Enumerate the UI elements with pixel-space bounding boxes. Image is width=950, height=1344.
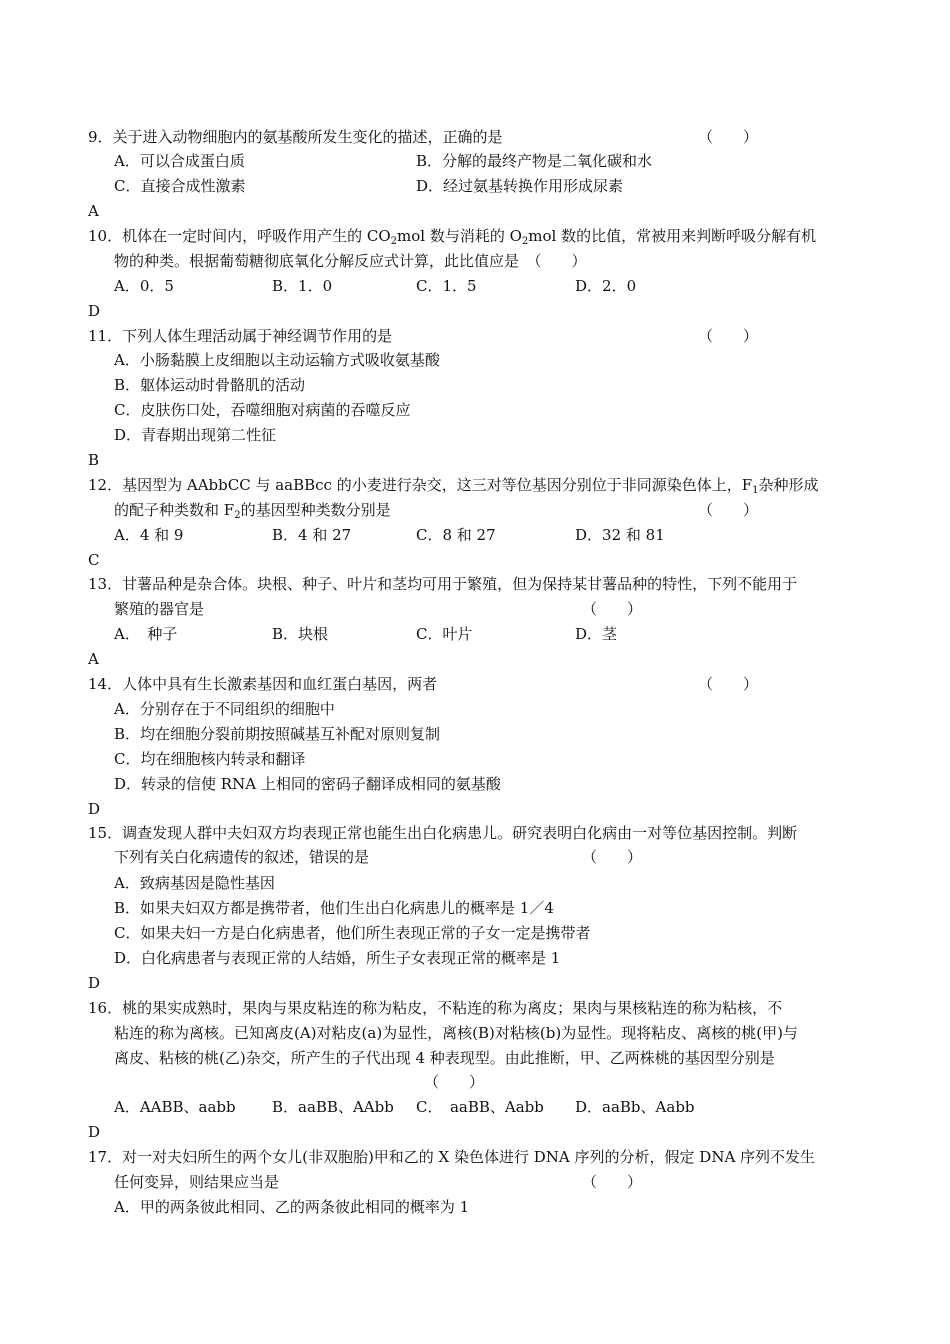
q9-option-d: D．经过氨基转换作用形成尿素 bbox=[416, 177, 624, 195]
q14-option-a: A．分别存在于不同组织的细胞中 bbox=[114, 700, 335, 718]
q11-option-d: D．青春期出现第二性征 bbox=[114, 426, 277, 444]
q17-stem-line2: 任何变异，则结果应当是 bbox=[114, 1173, 280, 1191]
q12-stem-line1: 12．基因型为 AAbbCC 与 aaBBcc 的小麦进行杂交，这三对等位基因分别位于非同源染色体上，$F_1$杂种形成 bbox=[88, 476, 819, 496]
q9-option-c: C．直接合成性激素 bbox=[114, 177, 246, 195]
q13-option-c: C．叶片 bbox=[416, 625, 473, 643]
q12-option-a: A．4 和 9 bbox=[114, 526, 184, 544]
q10-option-d: D．2．0 bbox=[575, 277, 637, 295]
q17-stem-line1: 17．对一对夫妇所生的两个女儿(非双胞胎)甲和乙的 X 染色体进行 DNA 序列的分析，假定 DNA 序列不发生 bbox=[88, 1148, 816, 1166]
q11-paren: （ ） bbox=[698, 327, 759, 345]
q15-paren: （ ） bbox=[582, 848, 643, 866]
q15-stem-line1: 15．调查发现人群中夫妇双方均表现正常也能生出白化病患儿。研究表明白化病由一对等位基因控制。判断 bbox=[88, 824, 798, 842]
q13-stem-line2: 繁殖的器官是 bbox=[114, 600, 205, 618]
q15-option-a: A．致病基因是隐性基因 bbox=[114, 874, 275, 892]
q14-option-b: B．均在细胞分裂前期按照碱基互补配对原则复制 bbox=[114, 725, 441, 743]
q16-answer: D bbox=[88, 1123, 101, 1141]
q16-stem-line2: 粘连的称为离核。已知离皮(A)对粘皮(a)为显性，离核(B)对粘核(b)为显性。现将粘皮、离核的桃(甲)与 bbox=[114, 1024, 798, 1042]
q10-stem-line2: 物的种类。根据葡萄糖彻底氧化分解反应式计算，此比值应是 （ ） bbox=[114, 252, 587, 270]
q10-answer: D bbox=[88, 302, 101, 320]
q14-option-d: D．转录的信使 RNA 上相同的密码子翻译成相同的氨基酸 bbox=[114, 775, 501, 793]
q11-option-b: B．躯体运动时骨骼肌的活动 bbox=[114, 376, 306, 394]
q16-paren: （ ） bbox=[424, 1073, 485, 1091]
q16-option-a: A．AABB、aabb bbox=[114, 1098, 236, 1116]
q16-option-d: D．aaBb、Aabb bbox=[575, 1098, 695, 1116]
q12-paren: （ ） bbox=[698, 501, 759, 519]
q14-stem: 14．人体中具有生长激素基因和血红蛋白基因，两者 bbox=[88, 675, 438, 693]
q16-stem-line1: 16．桃的果实成熟时，果肉与果皮粘连的称为粘皮，不粘连的称为离皮；果肉与果核粘连的称为粘核，不 bbox=[88, 999, 783, 1017]
q10-option-b: B．1．0 bbox=[272, 277, 333, 295]
q12-option-c: C．8 和 27 bbox=[416, 526, 496, 544]
q13-stem-line1: 13．甘薯品种是杂合体。块根、种子、叶片和茎均可用于繁殖，但为保持某甘薯品种的特性，下列不能用于 bbox=[88, 575, 798, 593]
q9-stem: 9．关于进入动物细胞内的氨基酸所发生变化的描述，正确的是 bbox=[88, 128, 503, 146]
q11-stem: 11．下列人体生理活动属于神经调节作用的是 bbox=[88, 327, 393, 345]
q15-option-c: C．如果夫妇一方是白化病患者，他们所生表现正常的子女一定是携带者 bbox=[114, 924, 591, 942]
q17-paren: （ ） bbox=[582, 1173, 643, 1191]
q16-option-b: B．aaBB、AAbb bbox=[272, 1098, 394, 1116]
q9-answer: A bbox=[88, 202, 99, 220]
q13-option-b: B．块根 bbox=[272, 625, 329, 643]
q16-stem-line3: 离皮、粘核的桃(乙)杂交，所产生的子代出现 4 种表现型。由此推断，甲、乙两株桃的基因型分别是 bbox=[114, 1049, 775, 1067]
q13-option-a: A． 种子 bbox=[114, 625, 178, 643]
q13-paren: （ ） bbox=[582, 600, 643, 618]
q14-option-c: C．均在细胞核内转录和翻译 bbox=[114, 750, 306, 768]
q14-paren: （ ） bbox=[698, 675, 759, 693]
q13-answer: A bbox=[88, 650, 99, 668]
q9-paren: （ ） bbox=[698, 128, 759, 146]
q10-stem-line1: 10．机体在一定时间内，呼吸作用产生的 $CO_2mol$ 数与消耗的 $O_2mol$ 数的比值，常被用来判断呼吸分解有机 bbox=[88, 227, 817, 247]
q11-option-a: A．小肠黏膜上皮细胞以主动运输方式吸收氨基酸 bbox=[114, 351, 440, 369]
q12-answer: C bbox=[88, 551, 100, 569]
q16-option-c: C． aaBB、Aabb bbox=[416, 1098, 544, 1116]
q9-option-b: B．分解的最终产物是二氧化碳和水 bbox=[416, 152, 653, 170]
q10-option-a: A．0．5 bbox=[114, 277, 174, 295]
q15-option-b: B．如果夫妇双方都是携带者，他们生出白化病患儿的概率是 1／4 bbox=[114, 899, 554, 917]
q11-option-c: C．皮肤伤口处，吞噬细胞对病菌的吞噬反应 bbox=[114, 401, 411, 419]
q11-answer: B bbox=[88, 451, 100, 469]
q17-option-a: A．甲的两条彼此相同、乙的两条彼此相同的概率为 1 bbox=[114, 1198, 470, 1216]
q15-answer: D bbox=[88, 974, 101, 992]
q15-option-d: D．白化病患者与表现正常的人结婚，所生子女表现正常的概率是 1 bbox=[114, 949, 561, 967]
q12-option-d: D．32 和 81 bbox=[575, 526, 665, 544]
q9-option-a: A．可以合成蛋白质 bbox=[114, 152, 245, 170]
q12-option-b: B．4 和 27 bbox=[272, 526, 352, 544]
q15-stem-line2: 下列有关白化病遗传的叙述，错误的是 bbox=[114, 848, 370, 866]
q13-option-d: D．茎 bbox=[575, 625, 618, 643]
q12-stem-line2: 的配子种类数和 $F_2$的基因型种类数分别是 bbox=[114, 501, 391, 521]
q10-option-c: C．1．5 bbox=[416, 277, 477, 295]
q14-answer: D bbox=[88, 800, 101, 818]
